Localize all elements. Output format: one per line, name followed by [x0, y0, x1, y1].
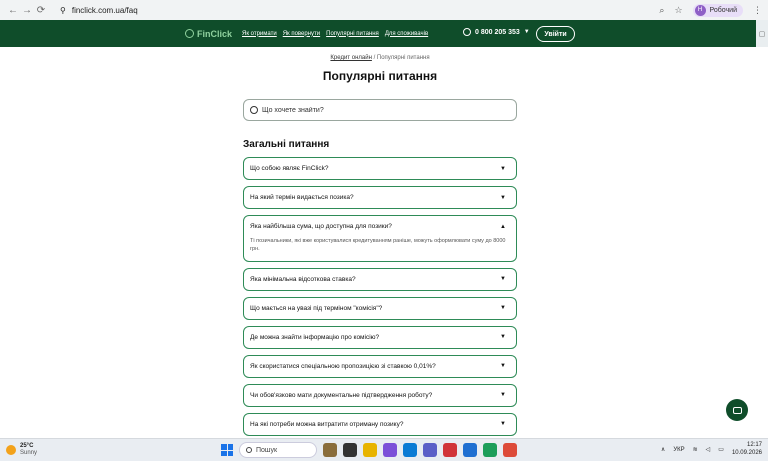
- logo-text: FinClick: [197, 28, 233, 39]
- site-header: [0, 20, 768, 47]
- side-panel-toggle-icon[interactable]: ▢: [756, 20, 768, 47]
- battery-icon[interactable]: ▭: [718, 447, 724, 453]
- browser-toolbar: [0, 0, 768, 20]
- search-input[interactable]: [262, 107, 502, 114]
- breadcrumb-separator: /: [373, 55, 376, 61]
- chat-bubble-icon: [733, 407, 742, 414]
- main-menu: [242, 31, 428, 37]
- chat-button[interactable]: [726, 399, 748, 421]
- file-explorer-icon[interactable]: [363, 443, 377, 457]
- chevron-down-icon: ▼: [500, 363, 506, 369]
- faq-question: На які потреби можна витратити отриману позику?: [250, 420, 404, 428]
- widget-landscape-icon[interactable]: [323, 443, 337, 457]
- clock-date: 10.09.2026: [731, 449, 762, 456]
- chevron-down-icon: ▼: [500, 194, 506, 201]
- reload-icon[interactable]: ⟳: [36, 4, 46, 16]
- chrome-icon[interactable]: [503, 443, 517, 457]
- chevron-down-icon: ▼: [500, 392, 506, 398]
- page-content: [0, 47, 768, 438]
- address-url: finclick.com.ua/faq: [71, 5, 138, 15]
- faq-item[interactable]: [243, 186, 517, 209]
- phone-dropdown[interactable]: [463, 28, 530, 36]
- weather-widget[interactable]: [6, 443, 126, 457]
- clock-time: 12:17: [746, 442, 762, 448]
- breadcrumb-home[interactable]: Кредит онлайн: [330, 55, 372, 61]
- copilot-icon[interactable]: [383, 443, 397, 457]
- site-info-icon[interactable]: ⚲: [60, 5, 66, 15]
- windows-taskbar: [0, 438, 768, 461]
- menu-item-consumers[interactable]: Для споживачів: [384, 30, 429, 37]
- breadcrumb: [0, 55, 760, 61]
- login-button[interactable]: Увійти: [536, 26, 575, 42]
- faq-item[interactable]: [243, 268, 517, 291]
- menu-kebab-icon[interactable]: ⋮: [753, 4, 762, 15]
- zoom-icon[interactable]: ⌕: [659, 4, 665, 15]
- weather-condition: Sunny: [20, 450, 38, 456]
- volume-icon[interactable]: ◁: [705, 447, 711, 453]
- faq-item-open[interactable]: [243, 215, 517, 262]
- faq-list: [243, 157, 517, 438]
- faq-question: Де можна знайти інформацію про комісію?: [250, 333, 380, 341]
- faq-item[interactable]: [243, 326, 517, 349]
- menu-item-how-to-get[interactable]: Як отримати: [242, 30, 277, 37]
- breadcrumb-current: Популярні питання: [376, 55, 430, 61]
- faq-question: Що мається на увазі під терміном "комісія"?: [250, 304, 383, 312]
- faq-item[interactable]: [243, 413, 517, 436]
- menu-item-faq[interactable]: Популярні питання: [326, 30, 379, 37]
- edge-browser-icon[interactable]: [403, 443, 417, 457]
- profile-avatar: Н: [695, 5, 706, 16]
- system-tray: [661, 442, 762, 457]
- bookmark-star-icon[interactable]: ☆: [674, 4, 683, 15]
- section-title: Загальні питання: [243, 139, 330, 150]
- profile-button[interactable]: [693, 4, 743, 17]
- search-icon: [250, 106, 258, 114]
- profile-name: Робочий: [709, 6, 737, 14]
- faq-item[interactable]: [243, 355, 517, 378]
- chevron-down-icon: ▼: [500, 421, 506, 427]
- faq-item[interactable]: [243, 157, 517, 180]
- language-indicator[interactable]: УКР: [673, 446, 685, 453]
- phone-number: 0 800 205 353: [475, 28, 520, 36]
- faq-question: Яка найбільша сума, що доступна для позики?: [250, 223, 392, 230]
- faq-item[interactable]: [243, 384, 517, 407]
- weather-temp: 25°C: [20, 442, 34, 449]
- taskbar-search[interactable]: [239, 442, 317, 458]
- app-green-icon[interactable]: [483, 443, 497, 457]
- address-bar[interactable]: [54, 3, 144, 18]
- outlook-icon[interactable]: [463, 443, 477, 457]
- search-icon: [246, 447, 252, 453]
- taskbar-search-label: Пошук: [256, 446, 278, 454]
- chevron-down-icon: ▼: [500, 276, 506, 282]
- chevron-up-icon[interactable]: ∧: [660, 447, 666, 453]
- teams-icon[interactable]: [423, 443, 437, 457]
- faq-question: Чи обов'язково мати документальне підтвердження роботу?: [250, 391, 433, 399]
- wifi-icon[interactable]: ≋: [692, 447, 698, 453]
- chevron-down-icon: ▼: [500, 165, 506, 172]
- chevron-down-icon: ▼: [523, 29, 530, 35]
- faq-answer: Ті позичальники, які вже користувалися кредитуванням раніше, можуть оформлювати суму до 8000 грн.: [250, 238, 506, 253]
- forward-icon[interactable]: →: [22, 4, 32, 16]
- chevron-up-icon: ▲: [500, 223, 506, 230]
- phone-icon: [463, 28, 471, 36]
- clock[interactable]: [732, 442, 762, 457]
- menu-item-how-to-repay[interactable]: Як повернути: [282, 30, 321, 37]
- sun-icon: [6, 445, 16, 455]
- chevron-down-icon: ▼: [500, 305, 506, 311]
- faq-question: Що собою являє FinClick?: [250, 165, 329, 172]
- start-windows-icon[interactable]: [221, 444, 233, 456]
- finclick-logo[interactable]: [185, 29, 232, 39]
- page-title: Популярні питання: [322, 69, 438, 83]
- store-icon[interactable]: [443, 443, 457, 457]
- faq-item[interactable]: [243, 297, 517, 320]
- faq-question: Як скористатися спеціальною пропозицією зі ставкою 0,01%?: [250, 362, 436, 370]
- faq-question: На який термін видається позика?: [250, 194, 354, 201]
- faq-search[interactable]: [243, 99, 517, 121]
- logo-mark-icon: [185, 29, 194, 38]
- back-icon[interactable]: ←: [8, 4, 18, 16]
- faq-question: Яка мінімальна відсоткова ставка?: [250, 275, 356, 283]
- chevron-down-icon: ▼: [500, 334, 506, 340]
- task-view-icon[interactable]: [343, 443, 357, 457]
